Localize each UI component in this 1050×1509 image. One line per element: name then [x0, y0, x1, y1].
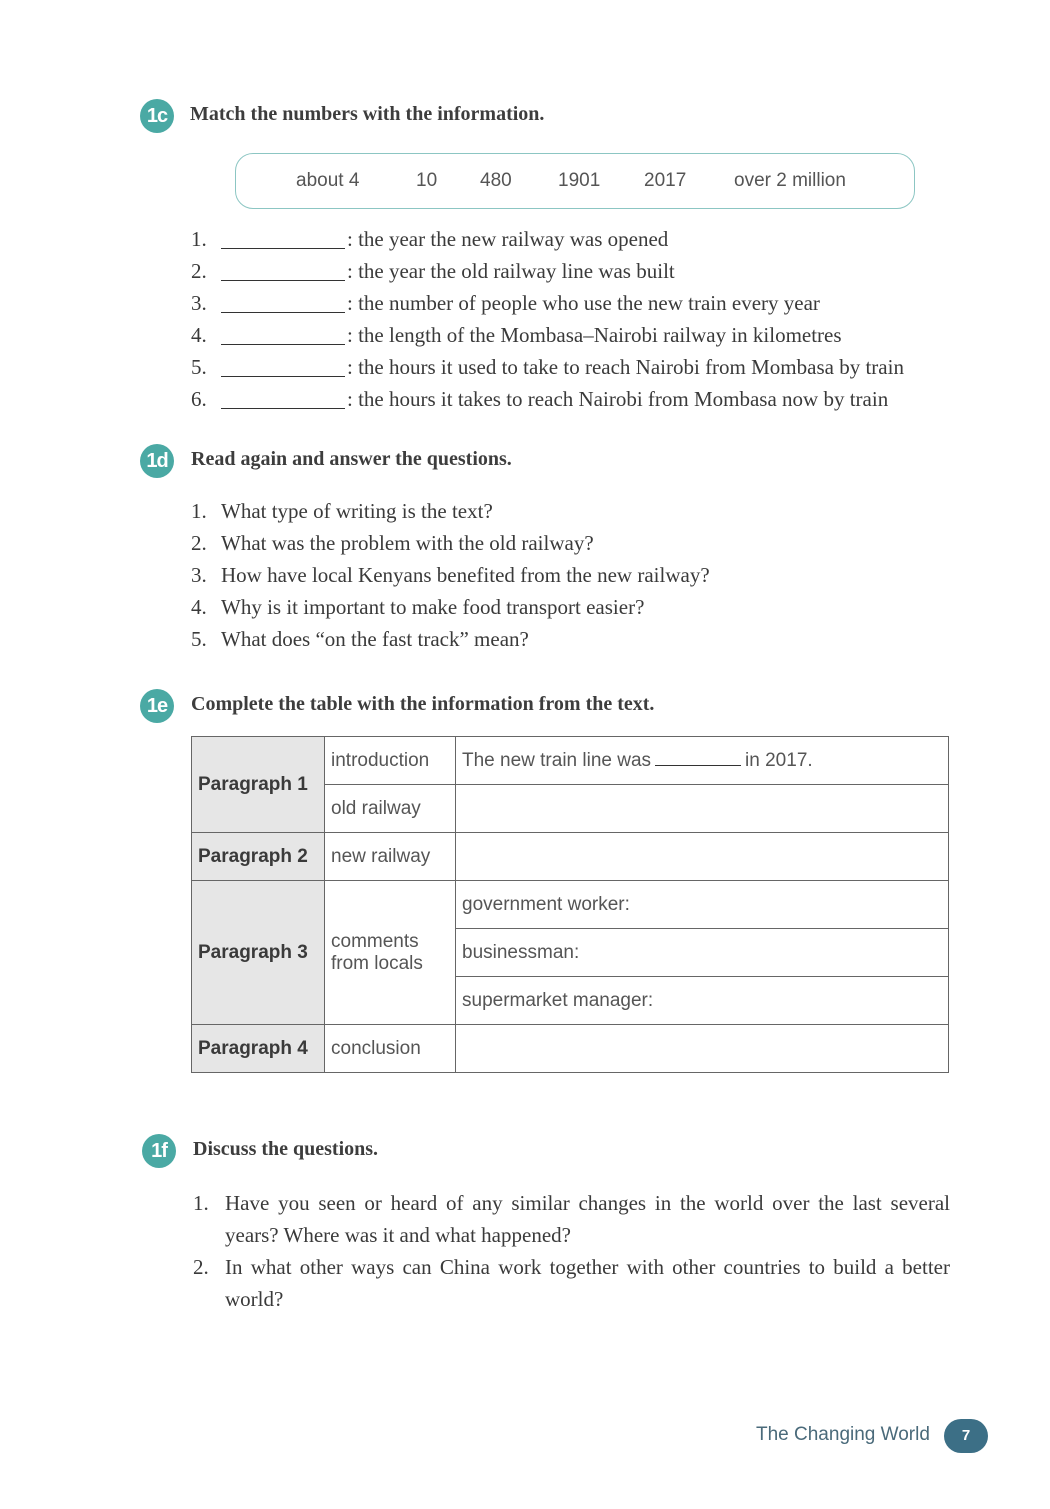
- question-number: 4.: [191, 595, 207, 619]
- answer-blank[interactable]: [655, 751, 741, 766]
- table-answer-cell[interactable]: [456, 737, 949, 785]
- item-number: 5.: [191, 355, 207, 379]
- answer-blank[interactable]: [221, 280, 345, 281]
- exercise-heading-1e: Complete the table with the information from the text.: [191, 693, 655, 715]
- item-description: : the year the new railway was opened: [347, 227, 669, 251]
- item-description: : the hours it takes to reach Nairobi from Mombasa now by train: [347, 387, 889, 411]
- item-description: : the number of people who use the new train every year: [347, 291, 820, 315]
- item-number: 2.: [191, 259, 207, 283]
- table-answer-cell[interactable]: businessman:: [456, 929, 949, 977]
- table-answer-cell[interactable]: [456, 833, 949, 881]
- exercise-heading-1f: Discuss the questions.: [193, 1138, 379, 1160]
- item-number: 3.: [191, 291, 207, 315]
- exercise-badge-1e: 1e: [140, 689, 174, 723]
- item-number: 1.: [191, 227, 207, 251]
- unit-title: The Changing World: [756, 1424, 930, 1445]
- answer-blank[interactable]: [221, 312, 345, 313]
- exercise-heading-1c: Match the numbers with the information.: [190, 103, 545, 125]
- paragraph-label: Paragraph 1: [192, 737, 325, 833]
- question-number: 1.: [191, 499, 207, 523]
- question-number: 2.: [191, 531, 207, 555]
- item-description: : the hours it used to take to reach Nairobi from Mombasa by train: [347, 355, 904, 379]
- number-choice: 10: [416, 170, 438, 191]
- paragraph-table: [191, 736, 949, 1073]
- number-choice: about 4: [296, 170, 360, 191]
- question-item: [191, 499, 493, 524]
- cell-text: in 2017.: [745, 749, 813, 771]
- question-number: 5.: [191, 627, 207, 651]
- question-text: Why is it important to make food transport easier?: [221, 595, 645, 619]
- exercise-badge-1c: 1c: [140, 99, 174, 133]
- number-choice: 1901: [558, 170, 601, 191]
- exercise-badge-1d: 1d: [140, 444, 174, 478]
- question-text: What type of writing is the text?: [221, 499, 493, 523]
- number-choice: over 2 million: [734, 170, 846, 191]
- number-choices-box: [235, 153, 915, 209]
- answer-blank[interactable]: [221, 248, 345, 249]
- paragraph-topic: conclusion: [325, 1025, 456, 1073]
- exercise-badge-1f: 1f: [142, 1134, 176, 1168]
- paragraph-topic: new railway: [325, 833, 456, 881]
- exercise-heading-1d: Read again and answer the questions.: [191, 448, 512, 470]
- question-text: How have local Kenyans benefited from the new railway?: [221, 563, 710, 587]
- table-answer-cell[interactable]: supermarket manager:: [456, 977, 949, 1025]
- page-number: 7: [944, 1419, 988, 1453]
- paragraph-topic: introduction: [325, 737, 456, 785]
- discussion-item: [193, 1187, 950, 1251]
- number-choice: 480: [480, 170, 512, 191]
- item-number: 4.: [191, 323, 207, 347]
- item-description: : the year the old railway line was built: [347, 259, 675, 283]
- table-answer-cell[interactable]: government worker:: [456, 881, 949, 929]
- question-number: 1.: [193, 1191, 209, 1215]
- question-item: [191, 563, 710, 588]
- question-text: What does “on the fast track” mean?: [221, 627, 529, 651]
- question-text: What was the problem with the old railway?: [221, 531, 594, 555]
- question-text: In what other ways can China work together with other countries to build a better world?: [225, 1255, 950, 1311]
- paragraph-topic: comments from locals: [325, 881, 456, 1025]
- table-answer-cell[interactable]: [456, 785, 949, 833]
- question-number: 2.: [193, 1255, 209, 1279]
- question-number: 3.: [191, 563, 207, 587]
- answer-blank[interactable]: [221, 344, 345, 345]
- discussion-item: [193, 1251, 950, 1315]
- paragraph-label: Paragraph 2: [192, 833, 325, 881]
- item-description: : the length of the Mombasa–Nairobi railway in kilometres: [347, 323, 842, 347]
- question-item: [191, 531, 594, 556]
- question-item: [191, 627, 529, 652]
- table-answer-cell[interactable]: [456, 1025, 949, 1073]
- answer-blank[interactable]: [221, 376, 345, 377]
- paragraph-label: Paragraph 3: [192, 881, 325, 1025]
- paragraph-topic: old railway: [325, 785, 456, 833]
- answer-blank[interactable]: [221, 408, 345, 409]
- question-item: [191, 595, 644, 620]
- paragraph-label: Paragraph 4: [192, 1025, 325, 1073]
- item-number: 6.: [191, 387, 207, 411]
- cell-text: The new train line was: [462, 749, 652, 771]
- number-choice: 2017: [644, 170, 687, 191]
- question-text: Have you seen or heard of any similar changes in the world over the last several years? Where was it and what happened?: [225, 1191, 950, 1247]
